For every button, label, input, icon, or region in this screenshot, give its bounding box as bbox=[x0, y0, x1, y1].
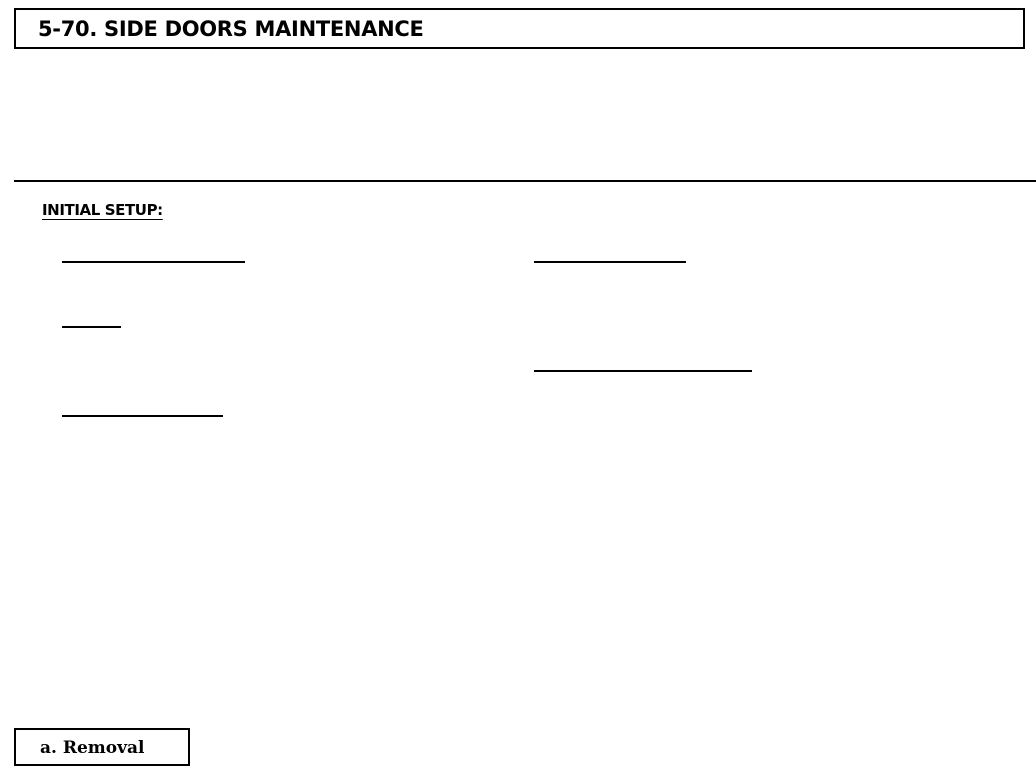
setup-field-line-left-2 bbox=[62, 326, 121, 328]
setup-field-line-left-1 bbox=[62, 261, 245, 263]
section-title: 5-70. SIDE DOORS MAINTENANCE bbox=[38, 17, 424, 41]
initial-setup-heading: INITIAL SETUP: bbox=[42, 201, 163, 219]
section-divider bbox=[14, 180, 1036, 182]
setup-field-line-left-3 bbox=[62, 415, 223, 417]
section-title-box bbox=[14, 8, 1025, 49]
procedure-step-label: a. Removal bbox=[40, 738, 145, 758]
setup-field-line-right-2 bbox=[534, 370, 752, 372]
setup-field-line-right-1 bbox=[534, 261, 686, 263]
procedure-step-box bbox=[14, 728, 190, 766]
